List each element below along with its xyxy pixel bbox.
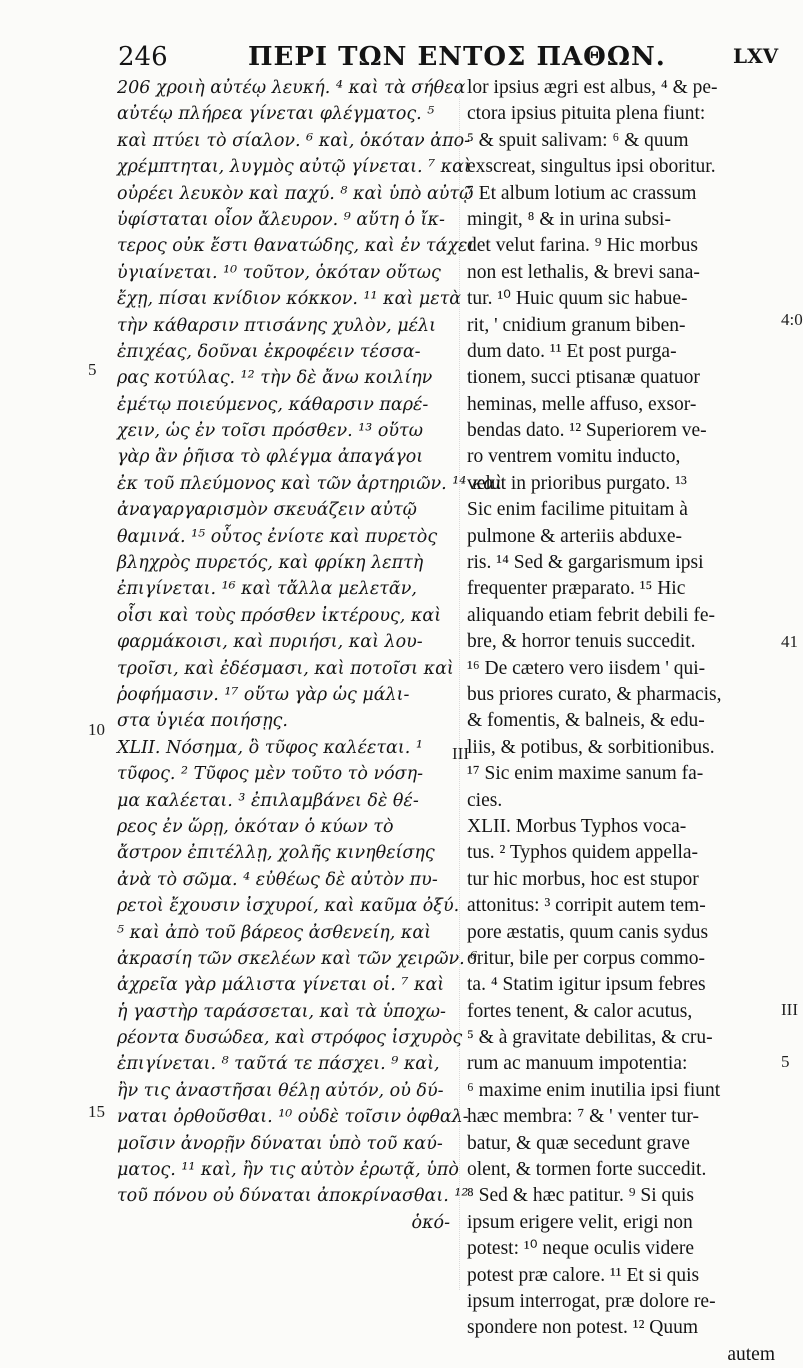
latin-line: aliquando etiam febrit debili fe- [467,604,715,626]
latin-line: tus. ² Typhos quidem appella- [467,842,699,864]
margin-line-number: 5 [88,360,97,379]
catchword: ὁκό- [411,1212,450,1233]
greek-line: βληχρὸς πυρετός, καὶ φρίκη λεπτὴ [117,553,424,574]
margin-note: 5 [781,1052,790,1071]
running-title: ΠΕΡΙ ΤΩΝ ΕΝΤΟΣ ΠΑΘΩΝ. [248,42,666,72]
latin-line: cies. [467,789,503,811]
latin-line: rum ac manuum impotentia: [467,1053,688,1075]
latin-line: oritur, bile per corpus commo- [467,947,706,969]
greek-line: ἐπιχέας, δοῦναι ἐκροφέειν τέσσα- [117,341,421,362]
greek-line: ἀκρασίη τῶν σκελέων καὶ τῶν χειρῶν. ⁶ [117,948,478,969]
latin-line: lor ipsius ægri est albus, ⁴ & pe- [467,77,718,98]
latin-line: tur hic morbus, hoc est stupor [467,868,699,890]
latin-line: tionem, succi ptisanæ quatuor [467,367,700,389]
latin-line: rit, ' cnidium granum biben- [467,314,686,336]
greek-line: ὑγιαίνεται. ¹⁰ τοῦτον, ὁκόταν οὕτως [117,262,441,283]
latin-line: dum dato. ¹¹ Et post purga- [467,340,677,362]
greek-line: ρεος ἐν ὥρῃ, ὁκόταν ὁ κύων τὸ [117,816,394,837]
greek-line: ναται ὀρθοῦσθαι. ¹⁰ οὐδὲ τοῖσιν ὀφθαλ- [117,1107,469,1128]
latin-line: mingit, ⁸ & in urina subsi- [467,208,671,230]
greek-line: μοῖσιν ἀνορῇν δύναται ὑπὸ τοῦ καύ- [117,1133,443,1154]
margin-line-number: 10 [88,720,105,739]
greek-line: ἄστρον ἐπιτέλλῃ, χολῆς κινηθείσης [117,843,435,864]
greek-line: ἢν τις ἀναστῆσαι θέλῃ αὐτόν, οὐ δύ- [117,1080,444,1101]
margin-note: 41 [781,632,798,651]
margin-line-number: 15 [88,1102,105,1121]
greek-line: ρετοὶ ἔχουσιν ἰσχυροί, καὶ καῦμα ὀξύ. [117,896,460,917]
latin-line: attonitus: ³ corripit autem tem- [467,895,706,917]
greek-line: ῥοφήμασιν. ¹⁷ οὕτω γὰρ ὡς μάλι- [117,684,410,705]
greek-line: μα καλέεται. ³ ἐπιλαμβάνει δὲ θέ- [117,790,419,811]
latin-line: liis, & potibus, & sorbitionibus. [467,736,715,758]
latin-line: exscreat, singultus ipsi oboritur. [467,156,716,178]
section-numeral: LXV [733,44,779,68]
greek-line: καὶ πτύει τὸ σίαλον. ⁶ καὶ, ὁκόταν ἀπο- [117,130,471,151]
latin-line: potest præ calore. ¹¹ Et si quis [467,1264,700,1286]
latin-line: ctora ipsius pituita plena fiunt: [467,103,706,125]
latin-line: fortes tenent, & calor acutus, [467,1000,693,1022]
greek-line: ἐπιγίνεται. ⁸ ταῦτά τε πάσχει. ⁹ καὶ, [117,1054,440,1075]
latin-line: batur, & quæ secedunt grave [467,1132,690,1154]
greek-line: ὑφίσταται οἷον ἄλευρον. ⁹ αὕτη ὁ ἴκ- [117,209,445,230]
latin-line: pulmone & arteriis abduxe- [467,525,682,547]
greek-line: χειν, ὡς ἐν τοῖσι πρόσθεν. ¹³ οὕτω [117,421,423,442]
greek-line: τερος οὐκ ἔστι θανατώδης, καὶ ἐν τάχει [117,236,475,257]
latin-line: non est lethalis, & brevi sana- [467,261,700,283]
latin-line: ipsum interrogat, præ dolore re- [467,1290,716,1312]
latin-line: pore æstatis, quum canis sydus [467,921,709,943]
greek-line: οὐρέει λευκὸν καὶ παχύ. ⁸ καὶ ὑπὸ αὐτῷ [117,183,474,204]
greek-line: ἐκ τοῦ πλεύμονος καὶ τῶν ἀρτηριῶν. ¹⁴ καὶ [117,473,502,494]
greek-line: χρέμπτηται, λυγμὸς αὐτῷ γίνεται. ⁷ καὶ [117,157,471,178]
catchword: autem [727,1343,775,1365]
greek-line: γὰρ ἂν ῥῆισα τὸ φλέγμα ἀπαγάγοι [117,447,424,468]
greek-line: τῦφος. ² Τῦφος μὲν τοῦτο τὸ νόση- [117,764,423,785]
latin-line: ¹⁷ Sic enim maxime sanum fa- [467,763,704,785]
greek-line: τοῦ πόνου οὐ δύναται ἀποκρίνασθαι. ¹² [117,1186,469,1207]
latin-text-column [467,75,775,1368]
latin-line: det velut farina. ⁹ Hic morbus [467,235,698,257]
latin-line: ⁷ Et album lotium ac crassum [467,182,697,204]
latin-line: ro ventrem vomitu inducto, [467,446,681,468]
greek-line: θαμινά. ¹⁵ οὗτος ἐνίοτε καὶ πυρετὸς [117,526,438,547]
latin-line: ⁵ & spuit salivam: ⁶ & quum [467,129,689,151]
latin-line: ¹⁶ De cætero vero iisdem ' qui- [467,657,706,679]
greek-line: ρας κοτύλας. ¹² τὴν δὲ ἄνω κοιλίην [117,368,433,389]
page-number: 246 [118,42,168,72]
latin-line: ⁸ Sed & hæc patitur. ⁹ Si quis [467,1185,695,1207]
greek-line: οἷσι καὶ τοὺς πρόσθεν ἰκτέρους, καὶ [117,605,442,626]
latin-line: frequenter præparato. ¹⁵ Hic [467,578,686,600]
latin-line: spondere non potest. ¹² Quum [467,1317,699,1339]
greek-line: ἔχῃ, πίσαι κνίδιον κόκκον. ¹¹ καὶ μετὰ [117,289,462,310]
latin-line: bendas dato. ¹² Superiorem ve- [467,420,707,442]
latin-line: ipsum erigere velit, erigi non [467,1211,693,1233]
latin-line: & fomentis, & balneis, & edu- [467,710,705,732]
greek-line: αὐτέῳ πλήρεα γίνεται φλέγματος. ⁵ [117,104,435,125]
latin-line: ⁶ maxime enim inutilia ipsi fiunt [467,1079,721,1101]
latin-line: hæc membra: ⁷ & ' venter tur- [467,1106,699,1128]
greek-line: ἀχρεῖα γὰρ μάλιστα γίνεται οἱ. ⁷ καὶ [117,975,445,996]
latin-line: heminas, melle affuso, exsor- [467,393,697,415]
latin-line: ⁵ & à gravitate debilitas, & cru- [467,1027,713,1049]
greek-line: τὴν κάθαρσιν πτισάνης χυλὸν, μέλι [117,315,436,336]
margin-note: 4:0 [781,310,803,329]
greek-line: ἐμέτῳ ποιεύμενος, κάθαρσιν παρέ- [117,394,429,415]
greek-line: ἀναγαργαρισμὸν σκευάζειν αὐτῷ [117,500,417,521]
greek-line: ρέοντα δυσώδεα, καὶ στρόφος ἰσχυρὸς [117,1028,463,1049]
latin-line: tur. ¹⁰ Huic quum sic habue- [467,288,688,310]
greek-line: ἡ γαστὴρ ταράσσεται, καὶ τὰ ὑποχω- [117,1001,446,1022]
latin-line: Sic enim facilime pituitam à [467,499,688,521]
latin-line: bus priores curato, & pharmacis, [467,683,722,705]
margin-section-number: III [781,1000,798,1019]
latin-line: velut in prioribus purgato. ¹³ [467,472,687,494]
greek-line: τροῖσι, καὶ ἐδέσμασι, καὶ ποτοῖσι καὶ [117,658,454,679]
latin-line: bre, & horror tenuis succedit. [467,631,696,653]
latin-line: potest: ¹⁰ neque oculis videre [467,1238,695,1260]
greek-line: ἐπιγίνεται. ¹⁶ καὶ τἄλλα μελετᾶν, [117,579,417,600]
greek-line: στα ὑγιέα ποιήσῃς. [117,711,288,732]
latin-line: XLII. Morbus Typhos voca- [467,815,687,837]
greek-line: XLII. Νόσημα, ὃ τῦφος καλέεται. ¹ [117,737,423,758]
margin-section-number: III [452,744,469,763]
latin-line: olent, & tormen forte succedit. [467,1159,707,1181]
greek-line: ματος. ¹¹ καὶ, ἢν τις αὐτὸν ἐρωτᾷ, ὑπὸ [117,1160,459,1181]
latin-line: ris. ¹⁴ Sed & gargarismum ipsi [467,552,704,574]
greek-line: ⁵ καὶ ἀπὸ τοῦ βάρεος ἀσθενείη, καὶ [117,922,431,943]
greek-line: 206 χροιὴ αὐτέῳ λευκή. ⁴ καὶ τὰ σήθεα [117,78,466,98]
latin-line: ta. ⁴ Statim igitur ipsum febres [467,974,706,996]
greek-line: ἀνὰ τὸ σῶμα. ⁴ εὐθέως δὲ αὐτὸν πυ- [117,869,438,890]
greek-line: φαρμάκοισι, καὶ πυριήσι, καὶ λου- [117,632,423,653]
